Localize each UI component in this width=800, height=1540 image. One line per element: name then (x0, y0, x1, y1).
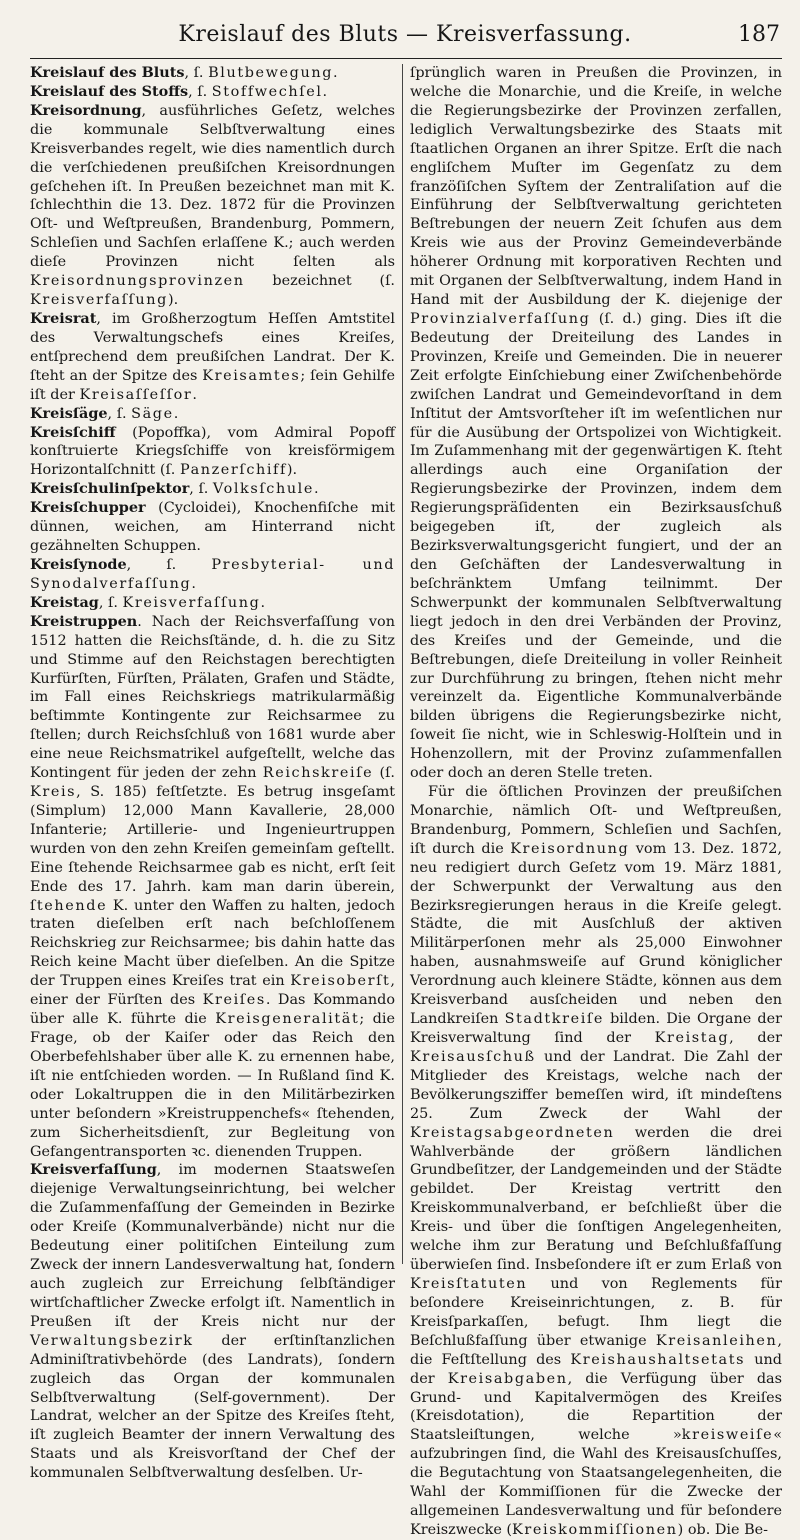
entry-text: ). (286, 462, 298, 479)
spaced-term: Kreisamtes (202, 367, 301, 384)
body-text: und von Reglements für beſondere Kreiseinrichtungen, z. B. für Kreisſparkaſſen, befugt. Ihm liegt die Beſchlußfaſſung über etwanige (410, 1276, 782, 1349)
spaced-term: Kreisoberſt (290, 973, 391, 990)
entry-text: K. unter den Waffen zu halten, jedoch traten dieſelben erſt nach beſchloſſenem Reichskrieg zur Reichsarmee; bis dahin hatte das Reich keine Macht über dieſelben. An die Spitze der Truppen eines Kreiſes trat ein (30, 897, 395, 990)
cross-reference: Volksſchule (212, 481, 315, 498)
spaced-term: Provinzialverfaſſung (410, 310, 591, 327)
spaced-term: Kreiskommiſſionen (512, 1521, 678, 1538)
entry-kreissaege (30, 405, 395, 424)
column-divider (402, 64, 403, 1264)
spaced-term: Kreisordnung (510, 840, 630, 857)
headword: Kreisſäge (30, 404, 108, 422)
entry-text: , ſ. (126, 556, 212, 573)
header-rule (30, 58, 782, 59)
entry-kreisschulinspektor (30, 480, 395, 499)
entry-kreistag (30, 594, 395, 613)
entry-text: (Cycloidei), Knochenfiſche mit dünnen, weichen, am Hinterrand nicht gezähnelten Schuppen. (30, 500, 395, 555)
entry-text: . (173, 405, 179, 422)
headword: Kreislauf des Stoffs (30, 82, 189, 100)
running-title: Kreislauf des Bluts — Kreisverfassung. (178, 22, 632, 47)
headword: Kreisverfaſſung (30, 1161, 157, 1179)
entry-kreisverfassung (30, 1161, 395, 1483)
spaced-term: Kreisſtatuten (410, 1276, 528, 1292)
entry-text: . (191, 575, 196, 592)
body-text: « aufzubringen ſind, die Wahl des Kreisausſchuſſes, die Begutachtung von Staatsangelegenheiten, die Wahl der Kommiſſionen für die Zwecke der allgemeinen Landesverwaltung und für beſondere Kreiszwecke ( (410, 1427, 782, 1538)
headword: Kreisſchiff (30, 423, 116, 441)
entry-text: . (192, 386, 197, 403)
cross-reference: Kreisverfaſſung (30, 292, 168, 309)
cross-reference: Reichskreiſe (262, 765, 374, 782)
spaced-term: Kreishaushaltsetats (570, 1351, 746, 1368)
spaced-term: Stadtkreiſe (504, 1011, 604, 1028)
entry-text: , ſ. (184, 65, 209, 81)
entry-text: . (322, 83, 328, 100)
body-text: ſprünglich waren in Preußen die Provinzen, in welche die Monarchie, und die Kreiſe, in welche die Regierungsbezirke der Provinzen zerfallen, lediglich Verwaltungsbezirke des Staats mit ſtaatlichen Organen an ihrer Spitze. Erſt die nach engliſchem Muſter im Gegenſatz zu dem franzöſiſchen Syſtem der Zentraliſation auf die Einführung der Selbſtverwaltung gerichteten Beſtrebungen der neuern Zeit ſchufen aus dem Kreis wie aus der Provinz Gemeindeverbände höherer Ordnung mit korporativen Rechten und mit Organen der Selbſtverwaltung, indem Hand in Hand mit der Ausbildung der K. diejenige der (410, 65, 782, 309)
entry-text: bezeichnet (ſ. (244, 273, 395, 290)
body-text: (ſ. d.) ging. Dies iſt die Bedeutung der Dreiteilung des Landes in Provinzen, Kreiſe und Gemeinden. Die in neuerer Zeit erfolgte Einſchiebung einer Zwiſchenbehörde zwiſchen Landrat und Gemeindevorſtand in dem Inſtitut der Amtsvorſteher iſt im weſentlichen nur für die Ausübung der Ortspolizei von Wichtigkeit. Im Zuſammenhang mit der gegenwärtigen K. ſteht allerdings auch eine Organiſation der Regierungsbezirke der Provinzen, indem dem Regierungspräſidenten ein Bezirksausſchuß beigegeben iſt, der zugleich als Bezirksverwaltungsgericht fungiert, und der an den Geſchäften der Landesverwaltung in beſchränktem Umfang teilnimmt. Der Schwerpunkt der kommunalen Selbſtverwaltung liegt jedoch in den drei Verbänden der Provinz, des Kreiſes und der Gemeinde, und die Beſtrebungen, dieſe Dreiteilung in voller Reinheit zur Durchführung zu bringen, ſtehen nicht mehr vereinzelt da. Eigentliche Kommunalverbände bilden übrigens die Regierungsbezirke nicht, ſoweit ſie nicht, wie in Schleswig-Holſtein und in Hohenzollern, mit der Provinz zuſammenfallen oder doch an deren Stelle treten. (410, 310, 782, 782)
entry-text: , ſ. (188, 83, 212, 100)
entry-kreissynode (30, 556, 395, 594)
entry-kreisschupper (30, 499, 395, 556)
spaced-term: Kreiſes (202, 992, 266, 1009)
entry-text: , ſ. (98, 594, 123, 611)
left-column (30, 64, 396, 1482)
entry-text: , im Großherzogtum Heſſen Amtstitel des Verwaltungschefs eines Kreiſes, entſprechend dem preußiſchen Landrat. Der K. ſteht an der Spitze des (30, 310, 395, 384)
entry-text: ; die Frage, ob der Kaiſer oder das Reich den Oberbefehlshaber über alle K. zu ernennen habe, iſt nie entſchieden worden. — In Rußland ſind K. oder Lokaltruppen die in den Militärbezirken unter beſondern »Kreistruppenchefs« ſtehenden, zum Sicherheitsdienſt, zur Begleitung von Gefangentransporten ꝛc. dienenden Truppen. (30, 1011, 395, 1160)
headword: Kreisrat (30, 309, 97, 327)
entry-text: ). (167, 292, 179, 309)
paragraph-eastern-provinces (410, 783, 782, 1540)
entry-text: , ausführliches Geſetz, welches die kommunale Selbſtverwaltung eines Kreisverbandes regelt, wie dies namentlich durch die verſchiedenen preußiſchen Kreisordnungen geſchehen iſt. In Preußen bezeichnet man mit K. ſchlechthin die 13. Dez. 1872 für die Provinzen Oſt- und Weſtpreußen, Brandenburg, Pommern, Schleſien und Sachſen erlaſſene K.; auch werden dieſe Provinzen nicht ſelten als (30, 102, 395, 271)
page-header (30, 20, 780, 56)
cross-reference: Presbyterial- und Synodalverfaſſung (30, 556, 396, 592)
body-text: werden die drei Wahlverbände der größern ländlichen Grundbeſitzer, der Landgemeinden und der Städte gebildet. Der Kreistag vertritt den Kreiskommunalverband, er beſchließt über die Kreis- und über die ſonſtigen Angelegenheiten, welche ihm zur Beratung und Beſchlußfaſſung überwieſen ſind. Insbeſondere iſt er zum Erlaß von (410, 1124, 782, 1274)
spaced-term: ſtehende (30, 897, 108, 914)
headword: Kreislauf des Bluts (30, 64, 185, 81)
entry-text: , einer der Fürſten des (30, 973, 395, 1009)
spaced-term: Kreisordnungsprovinzen (30, 273, 245, 290)
headword: Kreisſynode (30, 555, 127, 573)
entry-text: ; ſein Gehilfe iſt der (30, 367, 396, 403)
cross-reference: Kreis (30, 784, 77, 801)
entry-kreisordnung (30, 102, 395, 310)
spaced-term: Kreisausſchuß (410, 1048, 536, 1065)
body-text: Für die öſtlichen Provinzen der preußiſchen Monarchie, nämlich Oſt- und Weſtpreußen, Brandenburg, Pommern, Schleſien und Sachſen, iſt durch die (410, 784, 782, 857)
entry-text: , ſ. (189, 481, 213, 498)
headword: Kreistag (30, 593, 99, 611)
entry-kreislauf-des-stoffs (30, 83, 395, 102)
entry-text: . (314, 481, 319, 498)
spaced-term: Kreisanleihen (655, 1332, 778, 1349)
spaced-term: Kreistagsabgeordneten (410, 1124, 615, 1141)
cross-reference: Stoffwechſel (211, 83, 323, 100)
headword: Kreisſchupper (30, 499, 146, 517)
body-text: vom 13. Dez. 1872, neu redigiert durch Geſetz vom 19. März 1881, der Schwerpunkt der Verwaltung aus den Bezirksregierungen heraus in die Kreiſe gelegt. Städte, die mit Ausſchluß der aktiven Militärperſonen mehr als 25,000 Einwohner haben, ausnahmsweiſe auf Grund königlicher Verordnung auch kleinere Städte, können aus dem Kreisverband ausſcheiden und neben den Landkreiſen (410, 840, 783, 1028)
spaced-term: Kreistag (654, 1030, 730, 1047)
spaced-term: Verwaltungsbezirk (30, 1332, 194, 1349)
entry-kreislauf-des-bluts (30, 64, 395, 83)
entry-kreisschiff (30, 424, 395, 481)
body-text: , die Feſtſtellung des (410, 1332, 782, 1368)
cross-reference: Panzerſchiff (179, 462, 287, 479)
cross-reference: Säge (131, 405, 174, 422)
entry-text: (ſ. (373, 765, 396, 782)
body-text: , der (729, 1030, 782, 1047)
entry-text: . (333, 65, 338, 81)
entry-text: der erſtinſtanzlichen Adminiſtrativbehörde (des Landrats), ſondern zugleich das Organ der kommunalen Selbſtverwaltung (Self-government). Der Landrat, welcher an der Spitze des Kreiſes ſteht, iſt zugleich Beamter der innern Verwaltung des Staats und als Kreisvorſtand der Chef der kommunalen Selbſtverwaltung desſelben. Ur- (30, 1332, 395, 1482)
spaced-term: Kreisabgaben (447, 1370, 568, 1387)
headword: Kreistruppen (30, 612, 138, 630)
spaced-term: kreisweiſe (681, 1427, 774, 1444)
entry-text: . (260, 594, 266, 611)
headword: Kreisſchulinſpektor (30, 480, 190, 498)
headword: Kreisordnung (30, 101, 142, 119)
entry-text: . Nach der Reichsverfaſſung von 1512 hatten die Reichsſtände, d. h. die zu Sitz und Stimme auf den Reichstagen berechtigten Kurfürſten, Fürſten, Prälaten, Grafen und Städte, im Fall eines Reichskriegs matrikularmäßig beſtimmte Kontingente zur Reichsarmee zu ſtellen; durch Reichsſchluß von 1681 wurde aber eine neue Reichsmatrikel aufgeſtellt, welche das Kontingent für jeden der zehn (30, 613, 395, 782)
right-column (410, 64, 783, 1538)
entry-text: , ſ. (107, 405, 132, 422)
body-text: und der Landrat. Die Zahl der Mitglieder des Kreistags, welche nach der Bevölkerungsziffer bemeſſen wird, iſt mindeſtens 25. Zum Zweck der Wahl der (410, 1048, 782, 1122)
cross-reference: Kreisverfaſſung (122, 594, 261, 611)
body-text: bilden. Die Organe der Kreisverwaltung ſind der (410, 1011, 782, 1047)
entry-text: . Das Kommando über alle K. führte die (30, 992, 395, 1028)
entry-text: , im modernen Staatsweſen diejenige Verwaltungseinrichtung, bei welcher die Zuſammenfaſſung der Gemeinden in Bezirke oder Kreiſe (Kommunalverbände) nicht nur die Bedeutung einer politiſchen Einteilung zum Zweck der innern Landesverwaltung hat, ſondern auch zugleich zur Erreichung ſelbſtändiger wirtſchaftlicher Zwecke erfolgt iſt. Namentlich in Preußen iſt der Kreis nicht nur der (30, 1162, 395, 1330)
body-text: ) ob. Die Be- (677, 1521, 769, 1538)
spaced-term: Kreisaſſeſſor (79, 386, 193, 403)
body-text: und der (410, 1351, 782, 1387)
entry-kreisrat (30, 310, 395, 405)
page-number: 187 (738, 22, 780, 47)
spaced-term: Kreisgeneralität (215, 1011, 360, 1028)
cross-reference: Blutbewegung (208, 65, 334, 81)
entry-kreistruppen (30, 613, 395, 1162)
paragraph-continuation (410, 64, 782, 783)
entry-text: (Popoffka), vom Admiral Popoff konſtruierte Kriegsſchiffe von kreisförmigem Horizontalſchnitt (ſ. (30, 424, 395, 479)
body-text: , die Verfügung über das Grund- und Kapitalvermögen des Kreiſes (Kreisdotation), die Repartition der Staatsleiſtungen, welche » (410, 1370, 783, 1444)
entry-text: , S. 185) feſtſetzte. Es betrug insgeſamt (Simplum) 12,000 Mann Kavallerie, 28,000 Infanterie; Artillerie- und Ingenieurtruppen wurden von den zehn Kreiſen gemeinſam geſtellt. Eine ſtehende Reichsarmee gab es nicht, erſt ſeit Ende des 17. Jahrh. kam man darin überein, (30, 784, 395, 895)
